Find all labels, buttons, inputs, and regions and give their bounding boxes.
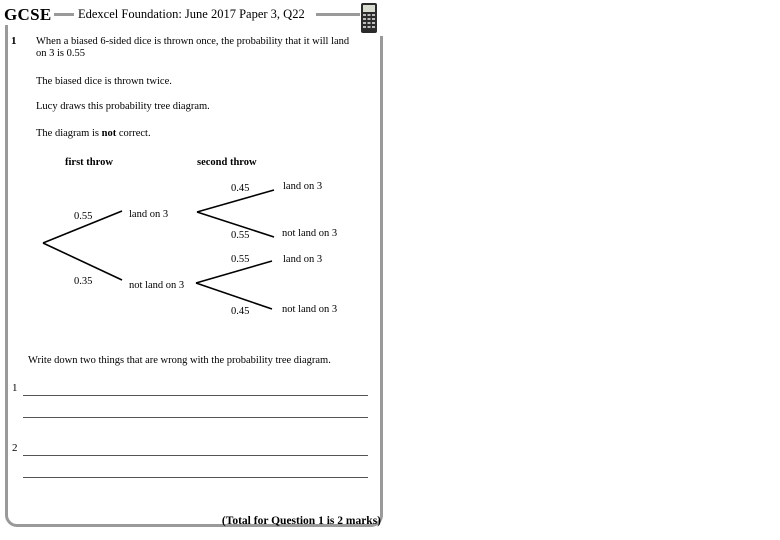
answer-line-1b[interactable]: [23, 417, 368, 418]
prob-land-not: 0.55: [231, 230, 250, 241]
lucy-draws-text: Lucy draws this probability tree diagram.: [36, 101, 210, 112]
prob-first-land: 0.55: [74, 211, 93, 222]
intro-line-1: When a biased 6-sided dice is thrown once, the probability that it will land: [36, 36, 350, 47]
outcome-land-not: not land on 3: [282, 228, 338, 239]
outcome-not-land: land on 3: [283, 254, 323, 265]
not-correct-pre: The diagram is: [36, 128, 102, 139]
answer-label-2: 2: [12, 442, 18, 454]
question-number: 1: [11, 35, 17, 47]
answer-label-1: 1: [12, 382, 18, 394]
answer-line-2b[interactable]: [23, 477, 368, 478]
paper-title: Edexcel Foundation: June 2017 Paper 3, Q22: [78, 7, 305, 21]
total-marks: (Total for Question 1 is 2 marks): [221, 515, 381, 527]
prob-first-not: 0.35: [74, 276, 93, 287]
gcse-brand: GCSE: [4, 5, 52, 24]
prob-land-land: 0.45: [231, 183, 250, 194]
outcome-land-land: land on 3: [283, 181, 323, 192]
second-throw-heading: second throw: [197, 157, 257, 168]
branch-first-not: [43, 243, 122, 280]
outcome-not-not: not land on 3: [282, 304, 338, 315]
not-correct-post: correct.: [116, 128, 151, 139]
answer-prompt: Write down two things that are wrong with the probability tree diagram.: [28, 355, 331, 366]
answer-line-2a[interactable]: [23, 455, 368, 456]
thrown-twice-text: The biased dice is thrown twice.: [36, 76, 172, 87]
answer-line-1a[interactable]: [23, 395, 368, 396]
prob-not-land: 0.55: [231, 254, 250, 265]
outcome-first-not: not land on 3: [129, 280, 185, 291]
prob-not-not: 0.45: [231, 306, 250, 317]
first-throw-heading: first throw: [65, 157, 113, 168]
intro-line-2: on 3 is 0.55: [36, 48, 86, 59]
outcome-first-land: land on 3: [129, 209, 169, 220]
not-correct-bold: not: [101, 128, 117, 139]
